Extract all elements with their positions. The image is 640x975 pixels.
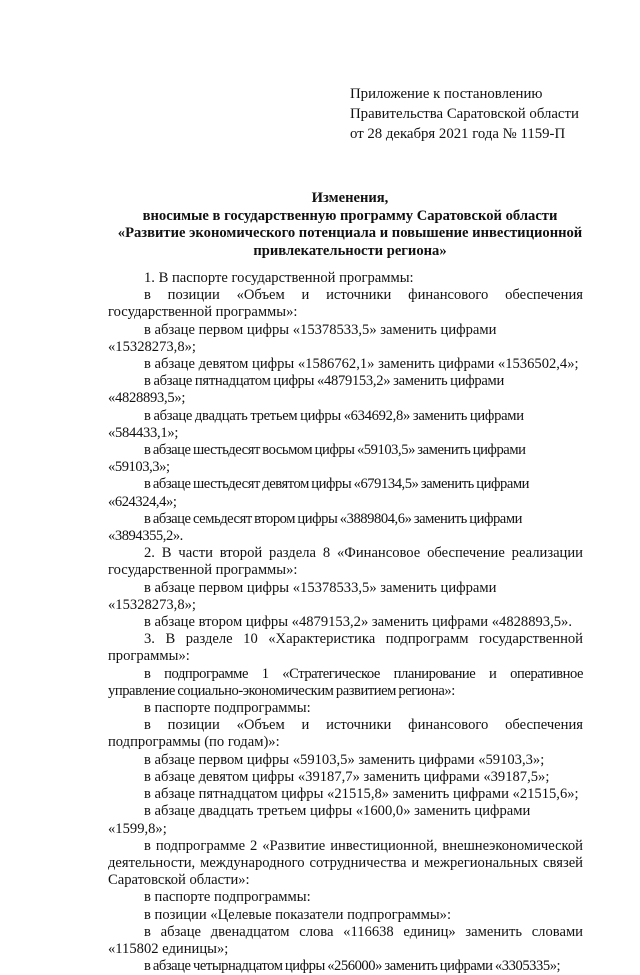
paragraph: в абзаце пятнадцатом цифры «4879153,2» заменить цифрами «4828893,5»; bbox=[108, 373, 504, 407]
paragraph: 1. В паспорте государственной программы: bbox=[144, 270, 414, 286]
paragraph: в позиции «Объем и источники финансового обеспечения государственной программы»: bbox=[108, 287, 583, 321]
paragraph: в абзаце девятом цифры «39187,7» заменить цифрами «39187,5»; bbox=[144, 768, 550, 785]
paragraph: в паспорте подпрограммы: bbox=[144, 700, 311, 717]
title-line-4: привлекательности региона» bbox=[253, 242, 447, 259]
title-line-1: Изменения, bbox=[311, 190, 389, 206]
paragraph: в абзаце девятом цифры «1586762,1» заменить цифрами «1536502,4»; bbox=[144, 356, 579, 373]
approval-block bbox=[350, 84, 579, 144]
paragraph: в подпрограмме 1 «Стратегическое планирование и оперативное управление социально-экономическим развитием региона»: bbox=[108, 665, 583, 699]
document-body bbox=[108, 270, 583, 975]
paragraph: в абзаце шестьдесят девятом цифры «679134,5» заменить цифрами «624324,4»; bbox=[108, 476, 529, 510]
paragraph: в абзаце втором цифры «4879153,2» заменить цифрами «4828893,5». bbox=[144, 614, 572, 631]
paragraph: в абзаце двенадцатом слова «116638 единиц» заменить словами «115802 единицы»; bbox=[108, 923, 583, 957]
paragraph: в абзаце четырнадцатом цифры «256000» заменить цифрами «3305335»; bbox=[144, 958, 561, 975]
paragraph: в паспорте подпрограммы: bbox=[144, 889, 311, 906]
title-line-2: вносимые в государственную программу Саратовской области bbox=[142, 207, 558, 224]
paragraph: в абзаце шестьдесят восьмом цифры «59103,5» заменить цифрами «59103,3»; bbox=[108, 442, 526, 476]
paragraph: в абзаце семьдесят втором цифры «3889804,6» заменить цифрами «3894355,2». bbox=[108, 510, 522, 545]
document-title bbox=[100, 190, 600, 260]
title-line-3: «Развитие экономического потенциала и повышение инвестиционной bbox=[117, 225, 583, 241]
paragraph: в абзаце первом цифры «15378533,5» заменить цифрами «15328273,8»; bbox=[108, 321, 497, 355]
paragraph: в абзаце пятнадцатом цифры «21515,8» заменить цифрами «21515,6»; bbox=[144, 786, 579, 803]
paragraph: в подпрограмме 2 «Развитие инвестиционной, внешнеэкономической деятельности, международного сотрудничества и межрегиональных связей Саратовской области»: bbox=[108, 837, 583, 889]
paragraph: в абзаце первом цифры «59103,5» заменить цифрами «59103,3»; bbox=[144, 751, 545, 768]
paragraph: в позиции «Объем и источники финансового обеспечения подпрограммы (по годам)»: bbox=[108, 717, 583, 751]
paragraph: в позиции «Целевые показатели подпрограммы»: bbox=[144, 906, 452, 923]
paragraph: 2. В части второй раздела 8 «Финансовое обеспечение реализации государственной программы»: bbox=[108, 545, 583, 579]
paragraph: в абзаце двадцать третьем цифры «1600,0» заменить цифрами «1599,8»; bbox=[108, 803, 531, 837]
approval-line-1: Приложение к постановлению bbox=[350, 86, 543, 102]
approval-line-2: Правительства Саратовской области bbox=[350, 106, 579, 122]
paragraph: 3. В разделе 10 «Характеристика подпрограмм государственной программы»: bbox=[108, 631, 583, 665]
paragraph: в абзаце двадцать третьем цифры «634692,8» заменить цифрами «584433,1»; bbox=[108, 407, 524, 441]
paragraph: в абзаце первом цифры «15378533,5» заменить цифрами «15328273,8»; bbox=[108, 579, 497, 613]
approval-line-3: от 28 декабря 2021 года № 1159-П bbox=[350, 126, 566, 142]
